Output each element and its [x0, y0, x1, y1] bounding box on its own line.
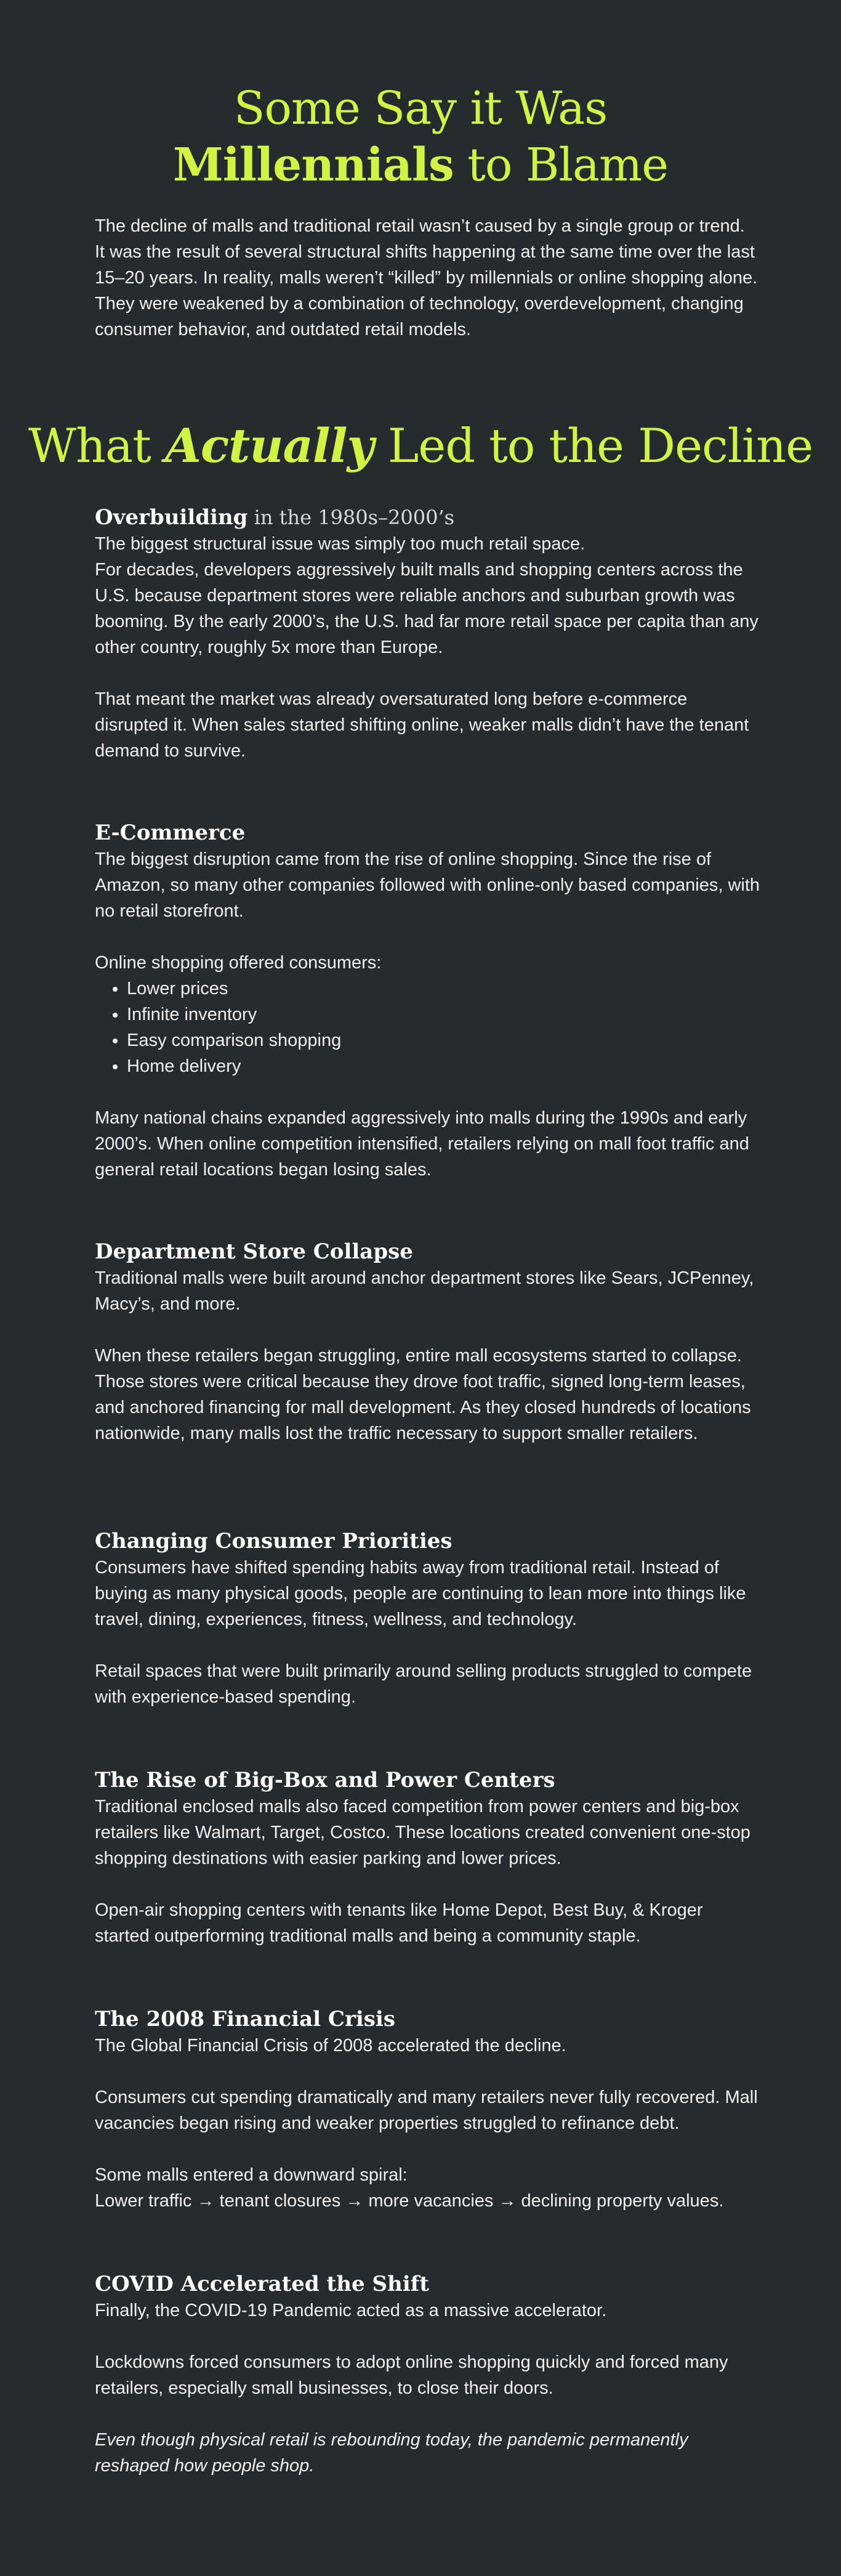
list-item: • Lower prices: [127, 976, 760, 1002]
decline-title-pre: What: [28, 418, 165, 473]
section-heading: E-Commerce: [95, 820, 246, 845]
section-paragraph: Many national chains expanded aggressively into malls during the 1990s and early 2000’s. When online competition intensified, retailers relying on mall foot traffic and general retail locations began losing sales.: [95, 1108, 749, 1180]
section-paragraph: For decades, developers aggressively built malls and shopping centers across the U.S. because department stores were reliable anchors and suburban growth was booming. By the early 2000’s, the U.S. had far more retail space per capita than any other country, roughly 5x more than Europe.: [95, 560, 759, 657]
section-heading-sub: in the 1980s–2000’s: [247, 506, 455, 529]
section-paragraph: Lockdowns forced consumers to adopt online shopping quickly and forced many retailers, especially small businesses, to close their doors.: [95, 2352, 728, 2398]
section-consumer-priorities: [95, 1528, 760, 1710]
section-heading: The 2008 Financial Crisis: [95, 2007, 395, 2031]
hero-title-rest: to Blame: [453, 139, 669, 192]
benefits-list: [95, 976, 760, 1079]
section-paragraph: The Global Financial Crisis of 2008 accelerated the decline.: [95, 2036, 566, 2056]
closing-paragraph: Even though physical retail is rebounding today, the pandemic permanently reshaped how people shop.: [95, 2430, 688, 2476]
section-paragraph: Some malls entered a downward spiral:: [95, 2165, 408, 2185]
section-paragraph: The biggest disruption came from the rise of online shopping. Since the rise of Amazon, so many other companies followed with online-only based companies, with no retail storefront.: [95, 849, 760, 921]
list-item: • Home delivery: [127, 1053, 760, 1079]
section-heading-main: Overbuilding: [95, 505, 248, 530]
section-paragraph: Traditional malls were built around anchor department stores like Sears, JCPenney, Macy’s, and more.: [95, 1268, 754, 1314]
section-paragraph: Traditional enclosed malls also faced competition from power centers and big-box retailers like Walmart, Target, Costco. These locations created convenient one-stop shopping destinations with easier parking and lower prices.: [95, 1797, 750, 1868]
list-item: • Infinite inventory: [127, 1002, 760, 1027]
section-financial-crisis: [95, 2006, 760, 2214]
section-heading: COVID Accelerated the Shift: [95, 2272, 429, 2296]
section-paragraph: Finally, the COVID-19 Pandemic acted as a massive accelerator.: [95, 2301, 607, 2320]
section-heading: Changing Consumer Priorities: [95, 1529, 453, 1553]
hero-title-line2: [0, 137, 841, 193]
section-ecommerce: [95, 819, 760, 1183]
section-paragraph: The biggest structural issue was simply too much retail space.: [95, 534, 585, 554]
section-heading: Department Store Collapse: [95, 1239, 413, 1264]
hero-title: [0, 80, 841, 193]
hero-title-line1: Some Say it Was: [233, 82, 608, 135]
section-paragraph: That meant the market was already oversaturated long before e-commerce disrupted it. When sales started shifting online, weaker malls didn’t have the tenant demand to survive.: [95, 689, 749, 761]
section-department-store: [95, 1238, 760, 1446]
section-paragraph: When these retailers began struggling, entire mall ecosystems started to collapse. Those stores were critical because they drove foot traffic, signed long-term leases, and anchored financing for mall development. As they closed hundreds of locations nationwide, many malls lost the traffic necessary to support smaller retailers.: [95, 1346, 751, 1443]
section-paragraph: Lower traffic → tenant closures → more vacancies → declining property values.: [95, 2191, 724, 2211]
section-paragraph: Consumers cut spending dramatically and many retailers never fully recovered. Mall vacancies began rising and weaker properties struggled to refinance debt.: [95, 2088, 758, 2133]
decline-title-post: Led to the Decline: [373, 418, 813, 473]
decline-title-emphasis: Actually: [164, 418, 374, 473]
intro-paragraph: The decline of malls and traditional retail wasn’t caused by a single group or trend. It was the result of several structural shifts happening at the same time over the last 15–20 years. In reality, malls weren’t “killed” by millennials or online shopping alone. They were weakened by a combination of technology, overdevelopment, changing consumer behavior, and outdated retail models.: [95, 216, 758, 339]
section-paragraph: Open-air shopping centers with tenants like Home Depot, Best Buy, & Kroger started outperforming traditional malls and being a community staple.: [95, 1900, 703, 1946]
hero-title-emphasis: Millennials: [172, 139, 454, 192]
list-item: • Easy comparison shopping: [127, 1027, 760, 1053]
section-big-box: [95, 1767, 760, 1949]
section-paragraph: Retail spaces that were built primarily around selling products struggled to compete with experience-based spending.: [95, 1661, 752, 1707]
section-covid: [95, 2270, 760, 2479]
decline-title: [0, 416, 841, 476]
section-overbuilding: [95, 504, 760, 764]
section-paragraph: Online shopping offered consumers:: [95, 953, 382, 973]
section-heading: The Rise of Big-Box and Power Centers: [95, 1768, 555, 1792]
section-heading: [95, 504, 760, 531]
section-paragraph: Consumers have shifted spending habits away from traditional retail. Instead of buying as many physical goods, people are continuing to lean more into things like travel, dining, experiences, fitness, wellness, and technology.: [95, 1558, 746, 1629]
